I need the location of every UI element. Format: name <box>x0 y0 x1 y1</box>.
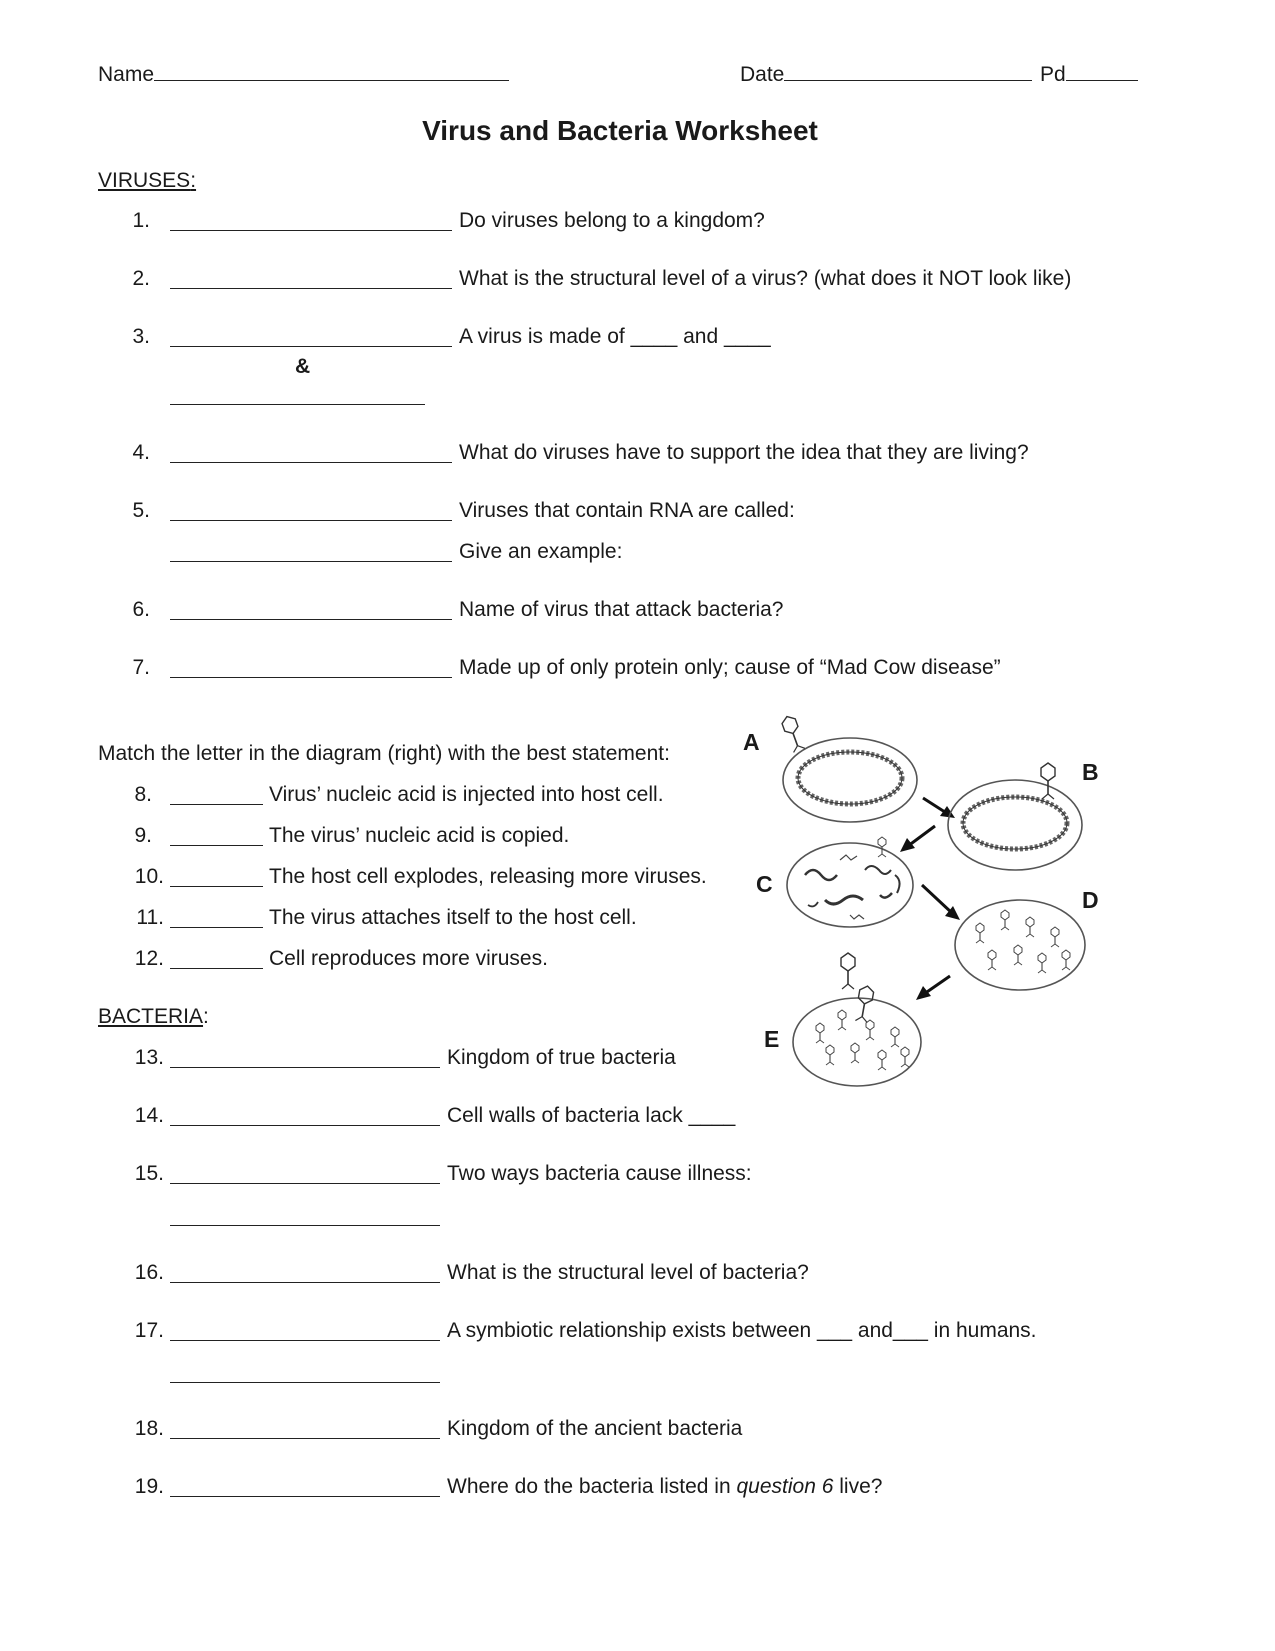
pd-label: Pd <box>1040 63 1066 86</box>
diagram-label-d: D <box>1082 887 1099 913</box>
arrow-d-e-icon <box>916 976 950 1000</box>
cell-e <box>793 953 921 1086</box>
match-statement: Virus’ nucleic acid is injected into host cell. <box>269 783 664 806</box>
question-text: A virus is made of ____ and ____ <box>459 325 771 348</box>
answer-blank[interactable] <box>170 968 263 969</box>
match-statement: The host cell explodes, releasing more viruses. <box>269 865 707 888</box>
diagram-label-c: C <box>756 871 773 897</box>
answer-blank[interactable] <box>170 346 452 347</box>
arrow-c-d-icon <box>922 885 960 920</box>
match-statement: The virus attaches itself to the host cell. <box>269 906 637 929</box>
bacteria-heading-text: BACTERIA <box>98 1005 204 1028</box>
question-number: 3. <box>132 325 150 348</box>
question-number: 6. <box>132 598 150 621</box>
question-number: 18. <box>134 1417 164 1440</box>
question-number: 15. <box>134 1162 164 1185</box>
diagram-label-a: A <box>743 729 760 755</box>
question-number: 2. <box>132 267 150 290</box>
cell-d <box>955 900 1085 990</box>
question-text: What is the structural level of bacteria? <box>447 1261 809 1284</box>
answer-blank[interactable] <box>170 677 452 678</box>
question-text: Made up of only protein only; cause of “Mad Cow disease” <box>459 656 1001 679</box>
question-number: 11. <box>136 906 164 929</box>
answer-blank[interactable] <box>170 804 263 805</box>
question-number: 4. <box>132 441 150 464</box>
question-number: 14. <box>134 1104 164 1127</box>
answer-blank[interactable] <box>170 619 452 620</box>
question-number: 10. <box>134 865 164 888</box>
answer-blank[interactable] <box>170 520 452 521</box>
date-blank[interactable] <box>784 60 1032 81</box>
cell-b <box>948 763 1082 870</box>
answer-blank[interactable] <box>170 1496 440 1497</box>
question-text: What do viruses have to support the idea that they are living? <box>459 441 1029 464</box>
answer-blank[interactable] <box>170 1282 440 1283</box>
question-text: Two ways bacteria cause illness: <box>447 1162 752 1185</box>
answer-blank[interactable] <box>170 1067 440 1068</box>
answer-blank[interactable] <box>170 927 263 928</box>
name-field[interactable] <box>98 60 509 88</box>
answer-blank[interactable] <box>170 462 452 463</box>
match-statement: The virus’ nucleic acid is copied. <box>269 824 570 847</box>
answer-blank[interactable] <box>170 1438 440 1439</box>
answer-blank[interactable] <box>170 1340 440 1341</box>
arrow-b-c-icon <box>900 826 935 852</box>
name-blank[interactable] <box>154 60 509 81</box>
question-reference: question 6 <box>736 1475 834 1498</box>
virus-lifecycle-diagram <box>730 710 1130 1100</box>
question-number: 13. <box>134 1046 164 1069</box>
question-text: Kingdom of the ancient bacteria <box>447 1417 743 1440</box>
question-text: Kingdom of true bacteria <box>447 1046 676 1069</box>
answer-blank[interactable] <box>170 1125 440 1126</box>
bacteria-heading: BACTERIA: <box>98 1005 209 1028</box>
answer-blank[interactable] <box>170 1382 440 1383</box>
question-number: 5. <box>132 499 150 522</box>
cell-a <box>780 714 917 822</box>
question-number: 1. <box>132 209 150 232</box>
ampersand: & <box>295 355 311 378</box>
question-text: A symbiotic relationship exists between ___ and___ in humans. <box>447 1319 1037 1342</box>
answer-blank[interactable] <box>170 230 452 231</box>
question-number: 9. <box>134 824 152 847</box>
answer-blank[interactable] <box>170 561 452 562</box>
answer-blank[interactable] <box>170 845 263 846</box>
cell-c <box>787 837 913 927</box>
date-field[interactable] <box>740 60 1032 88</box>
question-number: 7. <box>132 656 150 679</box>
answer-blank[interactable] <box>170 1225 440 1226</box>
pd-blank[interactable] <box>1066 60 1138 81</box>
diagram-label-b: B <box>1082 759 1099 785</box>
question-text: What is the structural level of a virus? (what does it NOT look like) <box>459 267 1072 290</box>
answer-blank[interactable] <box>170 288 452 289</box>
pd-field[interactable] <box>1040 60 1138 88</box>
question-number: 12. <box>134 947 164 970</box>
viruses-heading: VIRUSES: <box>98 169 197 192</box>
question-text: Name of virus that attack bacteria? <box>459 598 784 621</box>
matching-instruction: Match the letter in the diagram (right) with the best statement: <box>98 742 670 765</box>
answer-blank[interactable] <box>170 1183 440 1184</box>
question-text: Do viruses belong to a kingdom? <box>459 209 765 232</box>
question-number: 8. <box>134 783 152 806</box>
diagram-label-e: E <box>764 1026 780 1052</box>
match-statement: Cell reproduces more viruses. <box>269 947 548 970</box>
viruses-heading-text: VIRUSES <box>98 169 191 192</box>
date-label: Date <box>740 63 785 86</box>
question-text: Cell walls of bacteria lack ____ <box>447 1104 736 1127</box>
question-text: Where do the bacteria listed in question 6 live? <box>447 1475 883 1498</box>
question-text: Viruses that contain RNA are called: <box>459 499 795 522</box>
question-number: 16. <box>134 1261 164 1284</box>
question-text: Give an example: <box>459 540 623 563</box>
answer-blank[interactable] <box>170 404 425 405</box>
name-label: Name <box>98 63 155 86</box>
answer-blank[interactable] <box>170 886 263 887</box>
page-title: Virus and Bacteria Worksheet <box>422 115 818 146</box>
question-number: 19. <box>134 1475 164 1498</box>
question-number: 17. <box>134 1319 164 1342</box>
